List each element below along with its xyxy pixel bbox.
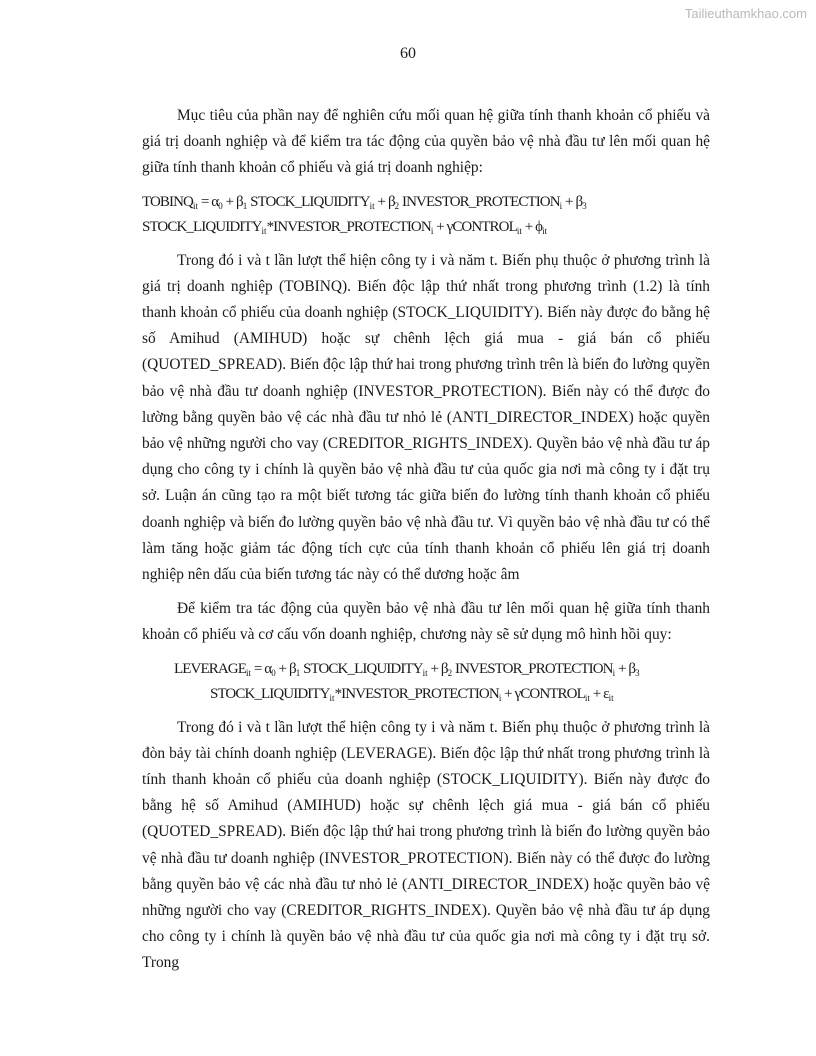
paragraph-leverage-intro: Để kiểm tra tác động của quyền bảo vệ nhà đầu tư lên mối quan hệ giữa tính thanh khoản cổ phiếu và cơ cấu vốn doanh nghiệp, chương này sẽ sử dụng mô hình hồi quy: [142,600,710,644]
document-body [142,103,710,985]
paragraph-explanation-2: Trong đó i và t lần lượt thể hiện công ty i và năm t. Biến phụ thuộc ở phương trình là đòn bảy tài chính doanh nghiệp (LEVERAGE). Biến độc lập thứ nhất trong phương trình là tính thanh khoản cổ phiếu của doanh nghiệp (STOCK_LIQUIDITY). Biến này được đo bằng hệ số Amihud (AMIHUD) hoặc sự chênh lệch giá mua - giá bán cổ phiếu (QUOTED_SPREAD). Biến độc lập thứ hai trong phương trình là biến đo lường quyền bảo vệ nhà đầu tư doanh nghiệp (INVESTOR_PROTECTION). Biến này có thể được đo lường bằng quyền bảo vệ các nhà đầu tư nhỏ lẻ (ANTI_DIRECTOR_INDEX) hoặc quyền bảo vệ những người cho vay (CREDITOR_RIGHTS_INDEX). Quyền bảo vệ nhà đầu tư áp dụng cho công ty i chính là quyền bảo vệ nhà đầu tư của quốc gia nơi mà công ty i đặt trụ sở. Trong [142,718,710,972]
page-number: 60 [400,45,416,62]
equation-line: $STOCK\_LIQUIDITY_{it}*INVESTOR\_PROTECTION_i$ + γCONTROL$_{it}$ + $\varepsilon_{it}$ [210,685,614,703]
equation-line: $TOBINQ_{it} = \alpha_0 + \beta_1$ $STOCK\_LIQUIDITY_{it} + \beta_2$ $INVESTOR\_PROTECTION_i + \beta_3$ [142,193,587,211]
equation-line: $LEVERAGE_{it} = \alpha_0 + \beta_1$ $STOCK\_LIQUIDITY_{it} + \beta_2$ $INVESTOR\_PROTECTION_i + \beta_3$ [174,660,640,678]
paragraph-intro: Mục tiêu của phần nay để nghiên cứu mối quan hệ giữa tính thanh khoản cổ phiếu và giá trị doanh nghiệp và để kiểm tra tác động của quyền bảo vệ nhà đầu tư lên mối quan hệ giữa tính thanh khoản cổ phiếu và giá trị doanh nghiệp: [142,107,710,177]
watermark: Tailieuthamkhao.com [684,6,807,21]
paragraph-explanation-1: Trong đó i và t lần lượt thể hiện công ty i và năm t. Biến phụ thuộc ở phương trình là giá trị doanh nghiệp (TOBINQ). Biến độc lập thứ nhất trong phương trình (1.2) là tính thanh khoản cổ phiếu của doanh nghiệp (STOCK_LIQUIDITY). Biến này được đo bằng hệ số Amihud (AMIHUD) hoặc sự chênh lệch giá mua - giá bán cổ phiếu (QUOTED_SPREAD). Biến độc lập thứ hai trong phương trình trên là biến đo lường quyền bảo vệ nhà đầu tư doanh nghiệp (INVESTOR_PROTECTION). Biến này có thể được đo lường bằng quyền bảo vệ các nhà đầu tư nhỏ lẻ (ANTI_DIRECTOR_INDEX) hoặc quyền bảo vệ những người cho vay (CREDITOR_RIGHTS_INDEX). Quyền bảo vệ nhà đầu tư áp dụng cho công ty i chính là quyền bảo vệ nhà đầu tư của quốc gia nơi mà công ty i đặt trụ sở. Luận án cũng tạo ra một biết tương tác giữa biến đo lường tính thanh khoản cổ phiếu doanh nghiệp và biến đo lường quyền bảo vệ nhà đầu tư. Vì quyền bảo vệ nhà đầu tư có thể làm tăng hoặc giảm tác động tích cực của tính thanh khoản cổ phiếu lên giá trị doanh nghiệp nên dấu của biến tương tác này có thể dương hoặc âm [142,251,710,584]
equation-tobinq [142,190,710,240]
equation-line: $STOCK\_LIQUIDITY_{it}*INVESTOR\_PROTECTION_i$ + γCONTROL$_{it}$ + $\phi_{it}$ [142,218,548,236]
equation-leverage [174,657,710,707]
